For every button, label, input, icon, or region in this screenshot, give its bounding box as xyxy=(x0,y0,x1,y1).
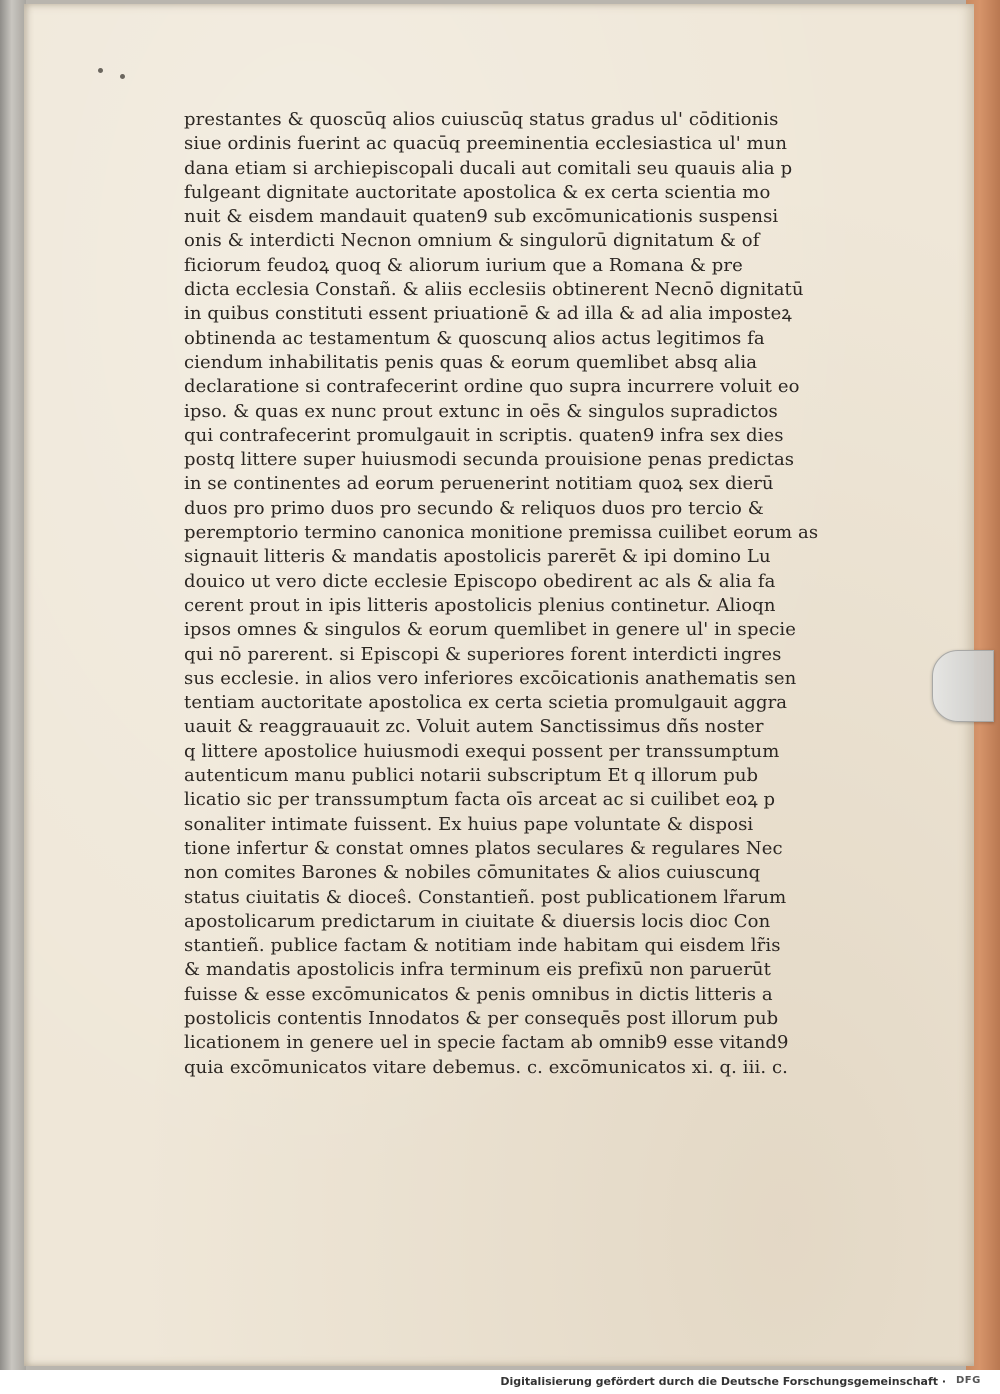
text-line: status ciuitatis & dioceŝ. Constantieñ. post publicationem lr̃arum xyxy=(184,886,787,908)
text-line: onis & interdicti Necnon omnium & singulorū dignitatum & of xyxy=(184,230,760,252)
text-line: nuit & eisdem mandauit quaten9 sub excōmunicationis suspensi xyxy=(184,206,779,228)
text-line: declaratione si contrafecerint ordine quo supra incurrere voluit eo xyxy=(184,376,800,398)
text-line: dana etiam si archiepiscopali ducali aut comitali seu quauis alia p xyxy=(184,157,793,179)
text-line: peremptorio termino canonica monitione premissa cuilibet eorum as xyxy=(184,522,819,544)
text-line: fulgeant dignitate auctoritate apostolica & ex certa scientia mo xyxy=(184,181,771,203)
book-binding-edge xyxy=(0,0,26,1370)
footer-bar xyxy=(0,1370,1000,1394)
text-line: postolicis contentis Innodatos & per consequēs post illorum pub xyxy=(184,1007,779,1029)
text-line: in se continentes ad eorum peruenerint notitiam quoꝝ sex dierū xyxy=(184,473,774,495)
text-line: sonaliter intimate fuissent. Ex huius pape voluntate & disposi xyxy=(184,813,754,835)
text-line: prestantes & quoscūq alios cuiuscūq status gradus ul' cōditionis xyxy=(184,109,779,130)
text-line: ficiorum feudoꝝ quoq & aliorum iurium que a Romana & pre xyxy=(184,254,743,276)
text-line: ipso. & quas ex nunc prout extunc in oēs & singulos supradictos xyxy=(184,400,778,422)
text-line: sus ecclesie. in alios vero inferiores excōicationis anathematis sen xyxy=(184,667,797,689)
page-speck xyxy=(98,68,103,73)
dfg-logo: DFG xyxy=(956,1375,981,1386)
text-line: signauit litteris & mandatis apostolicis parerēt & ipi domino Lu xyxy=(184,546,771,568)
text-line: ciendum inhabilitatis penis quas & eorum quemlibet absq alia xyxy=(184,351,758,373)
page-tab-marker xyxy=(932,650,994,722)
text-line: in quibus constituti essent priuationē & ad illa & ad alia imposteꝝ xyxy=(184,303,792,325)
text-line: tentiam auctoritate apostolica ex certa scietia promulgauit aggra xyxy=(184,692,788,714)
text-line: dicta ecclesia Constañ. & aliis ecclesiis obtinerent Necnō dignitatū xyxy=(184,279,804,301)
text-line: ipsos omnes & singulos & eorum quemlibet in genere ul' in specie xyxy=(184,619,796,641)
text-line: licatio sic per transsumptum facta oīs arceat ac si cuilibet eoꝝ p xyxy=(184,789,776,811)
text-line: apostolicarum predictarum in ciuitate & diuersis locis dioc Con xyxy=(184,910,771,932)
text-line: quia excōmunicatos vitare debemus. c. excōmunicatos xi. q. iii. c. xyxy=(184,1056,788,1078)
text-line: uauit & reaggrauauit zc. Voluit autem Sanctissimus dñs noster xyxy=(184,716,764,738)
text-line: licationem in genere uel in specie factam ab omnib9 esse vitand9 xyxy=(184,1032,789,1054)
page-text-block xyxy=(184,108,819,1080)
text-line: siue ordinis fuerint ac quacūq preeminentia ecclesiastica ul' mun xyxy=(184,133,788,155)
text-line: qui nō parerent. si Episcopi & superiores forent interdicti ingres xyxy=(184,643,782,665)
text-line: cerent prout in ipis litteris apostolicis plenius continetur. Alioqn xyxy=(184,594,776,616)
text-line: & mandatis apostolicis infra terminum eis prefixū non paruerūt xyxy=(184,959,771,981)
text-line: non comites Barones & nobiles cōmunitates & alios cuiuscunq xyxy=(184,862,761,884)
text-line: q littere apostolice huiusmodi exequi possent per transsumptum xyxy=(184,740,780,762)
text-line: douico ut vero dicte ecclesie Episcopo obedirent ac als & alia fa xyxy=(184,570,776,592)
page-speck xyxy=(120,74,125,79)
text-line: duos pro primo duos pro secundo & reliquos duos pro tercio & xyxy=(184,497,764,519)
text-line: postq littere super huiusmodi secunda prouisione penas predictas xyxy=(184,449,795,471)
text-line: obtinenda ac testamentum & quoscunq alios actus legitimos fa xyxy=(184,327,765,349)
text-line: qui contrafecerint promulgauit in scriptis. quaten9 infra sex dies xyxy=(184,424,784,446)
text-line: stantieñ. publice factam & notitiam inde habitam qui eisdem lr̃is xyxy=(184,935,781,957)
funding-notice: Digitalisierung gefördert durch die Deutsche Forschungsgemeinschaft · xyxy=(500,1375,946,1388)
text-line: autenticum manu publici notarii subscriptum Et q illorum pub xyxy=(184,765,759,787)
book-page xyxy=(24,4,974,1366)
text-line: tione infertur & constat omnes platos seculares & regulares Nec xyxy=(184,837,783,859)
text-line: fuisse & esse excōmunicatos & penis omnibus in dictis litteris a xyxy=(184,983,773,1005)
